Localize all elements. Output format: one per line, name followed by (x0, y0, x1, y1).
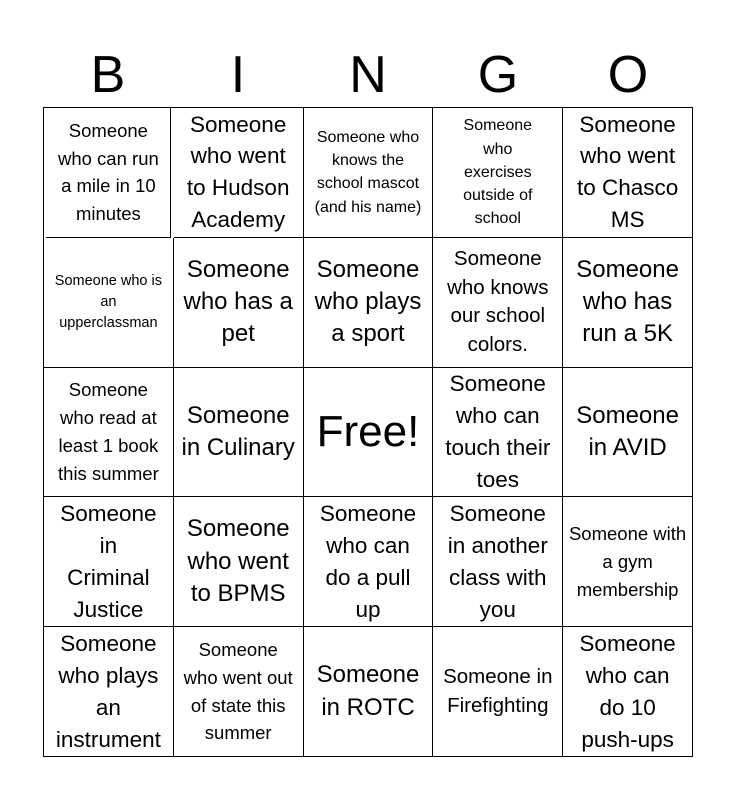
bingo-cell-r3c5[interactable] (563, 368, 693, 498)
bingo-grid (43, 107, 693, 757)
cell-text: Someone in Culinary (181, 401, 295, 461)
cell-text: Someone in Firefighting (443, 664, 553, 717)
bingo-cell-r1c4[interactable] (433, 108, 563, 238)
cell-text: Someone who has a pet (183, 255, 293, 348)
cell-text: Someone who can run a mile in 10 minutes (57, 119, 159, 225)
cell-text: Someone who has run a 5K (576, 255, 679, 348)
bingo-cell-r4c2[interactable] (174, 497, 304, 627)
cell-text: Someone who knows the school mascot (and his name) (314, 129, 422, 216)
bingo-cell-r3c4[interactable] (433, 368, 563, 498)
bingo-cell-r3c1[interactable] (44, 368, 174, 498)
header-letter-b: B (90, 46, 126, 104)
bingo-cell-r4c3[interactable] (304, 497, 434, 627)
bingo-cell-r5c2[interactable] (174, 627, 304, 757)
bingo-cell-r5c1[interactable] (44, 627, 174, 757)
cell-text: Someone who can do a pull up (319, 500, 417, 622)
cell-text: Someone who plays a sport (314, 255, 422, 348)
bingo-cell-r4c4[interactable] (433, 497, 563, 627)
bingo-cell-r1c2[interactable] (174, 108, 304, 238)
bingo-cell-r4c1[interactable] (44, 497, 174, 627)
cell-text: Someone who plays an instrument (55, 630, 161, 752)
cell-text: Someone in ROTC (316, 661, 420, 721)
bingo-cell-r2c2[interactable] (174, 238, 304, 368)
cell-text: Someone who is an upperclassman (54, 272, 162, 331)
header-letter-g: G (477, 46, 519, 104)
cell-text: Someone who went to BPMS (186, 515, 290, 607)
bingo-cell-r2c4[interactable] (433, 238, 563, 368)
bingo-cell-r4c5[interactable] (563, 497, 693, 627)
cell-text: Someone who can do 10 push-ups (579, 630, 676, 752)
bingo-header (43, 40, 693, 110)
cell-text: Someone in another class with you (447, 500, 548, 622)
bingo-cell-r5c5[interactable] (563, 627, 693, 757)
free-space-text: Free! (316, 406, 420, 456)
cell-text: Someone who knows our school colors. (447, 246, 549, 356)
bingo-cell-r3c2[interactable] (174, 368, 304, 498)
bingo-cell-r2c1[interactable] (44, 238, 174, 368)
header-letter-n: N (349, 46, 387, 104)
bingo-cell-free[interactable] (304, 368, 434, 498)
bingo-cell-r2c5[interactable] (563, 238, 693, 368)
bingo-cell-r1c5[interactable] (563, 108, 693, 238)
cell-text: Someone who read at least 1 book this summer (58, 379, 159, 484)
bingo-cell-r5c3[interactable] (304, 627, 434, 757)
cell-text: Someone who exercises outside of school (463, 117, 533, 228)
cell-text: Someone who went to Hudson Academy (186, 111, 290, 233)
bingo-cell-r1c3[interactable] (304, 108, 434, 238)
bingo-cell-r2c3[interactable] (304, 238, 434, 368)
cell-text: Someone who went to Chasco MS (576, 111, 679, 233)
cell-text: Someone who went out of state this summer (183, 639, 293, 744)
cell-text: Someone who can touch their toes (445, 371, 551, 492)
header-letter-i: I (230, 46, 246, 104)
cell-text: Someone with a gym membership (568, 523, 687, 600)
bingo-cell-r5c4[interactable] (433, 627, 563, 757)
header-letter-o: O (607, 46, 649, 104)
cell-text: Someone in Criminal Justice (60, 500, 157, 622)
bingo-cell-r1c1[interactable] (46, 108, 171, 238)
cell-text: Someone in AVID (576, 401, 679, 461)
